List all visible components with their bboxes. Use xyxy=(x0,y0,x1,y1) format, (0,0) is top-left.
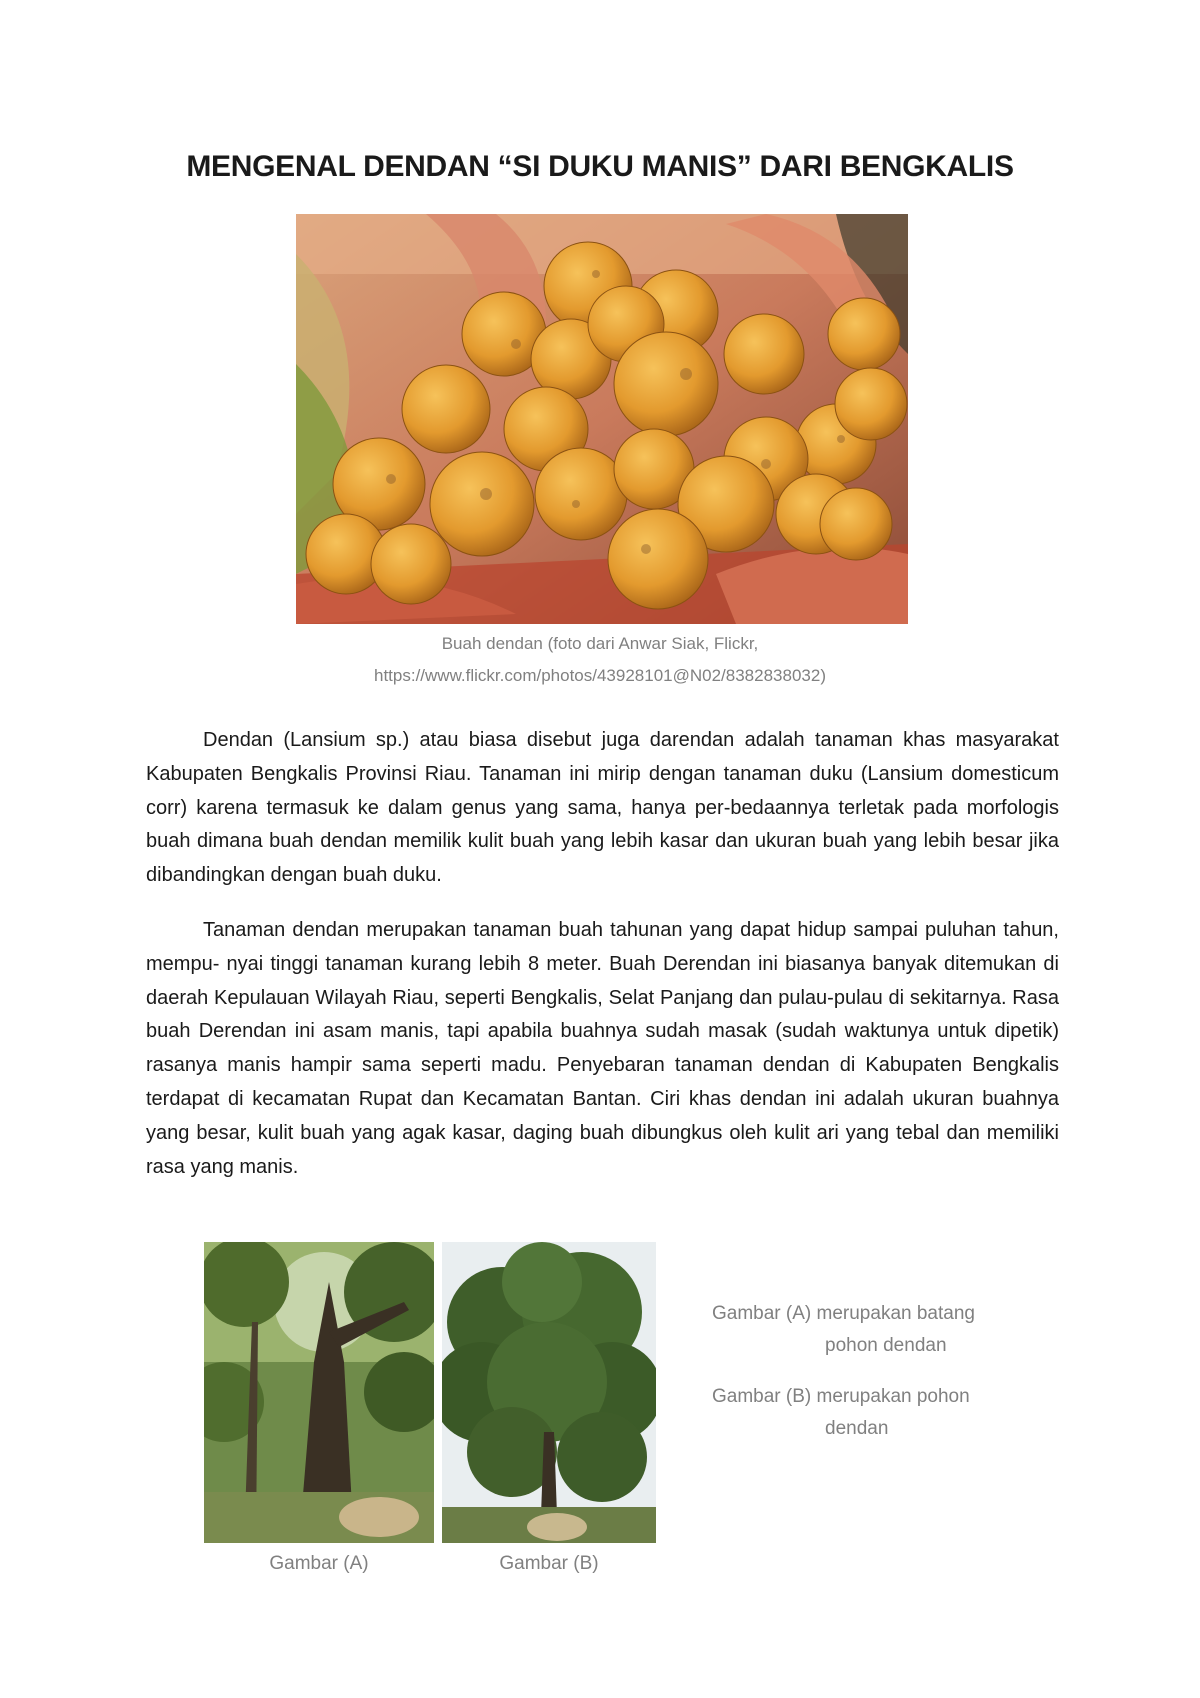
figure-b-desc-line1: Gambar (B) merupakan pohon xyxy=(712,1386,970,1407)
figure-a-desc-line2: pohon dendan xyxy=(825,1335,947,1356)
paragraph-2: Tanaman dendan merupakan tanaman buah tahunan yang dapat hidup sampai puluhan tahun, mempu- nyai tinggi tanaman kurang lebih 8 meter. Buah Derendan ini biasanya banyak ditemukan di daerah Kepulauan Wilayah Riau, seperti Bengkalis, Selat Panjang dan pulau-pulau di sekitarnya. Rasa buah Derendan ini asam manis, tapi apabila buahnya sudah masak (sudah waktunya untuk dipetik) rasanya manis hampir sama seperti madu. Penyebaran tanaman dendan di Kabupaten Bengkalis terdapat di kecamatan Rupat dan Kecamatan Bantan. Ciri khas dendan ini adalah ukuran buahnya yang besar, kulit buah yang agak kasar, daging buah dibungkus oleh kulit ari yang tebal dan memiliki rasa yang manis. xyxy=(146,919,1059,1178)
tree-trunk-photo xyxy=(204,1242,434,1543)
paragraph-1: Dendan (Lansium sp.) atau biasa disebut juga darendan adalah tanaman khas masyarakat Kabupaten Bengkalis Provinsi Riau. Tanaman ini mirip dengan tanaman duku (Lansium domesticum corr) karena termasuk ke dalam genus yang sama, hanya per-bedaannya terletak pada morfologis buah dimana buah dendan memilik kulit buah yang lebih kasar dan ukuran buah yang lebih besar jika dibandingkan dengan buah duku. xyxy=(146,729,1059,887)
dendan-fruit-photo xyxy=(296,214,908,624)
photo-caption-line1: Buah dendan (foto dari Anwar Siak, Flickr, xyxy=(441,634,759,653)
dendan-tree-photo xyxy=(442,1242,656,1543)
figure-a-description xyxy=(712,1298,1042,1362)
figure-a-desc-line1: Gambar (A) merupakan batang xyxy=(712,1303,975,1324)
figure-b-caption: Gambar (B) xyxy=(499,1553,599,1574)
photo-caption-line2: https://www.flickr.com/photos/43928101@N02/8382838032) xyxy=(374,666,826,685)
figure-b-desc-line2: dendan xyxy=(825,1418,889,1439)
figure-b-description xyxy=(712,1381,1042,1445)
page-title: MENGENAL DENDAN “SI DUKU MANIS” DARI BENGKALIS xyxy=(186,150,1014,183)
figure-a-caption: Gambar (A) xyxy=(269,1553,369,1574)
